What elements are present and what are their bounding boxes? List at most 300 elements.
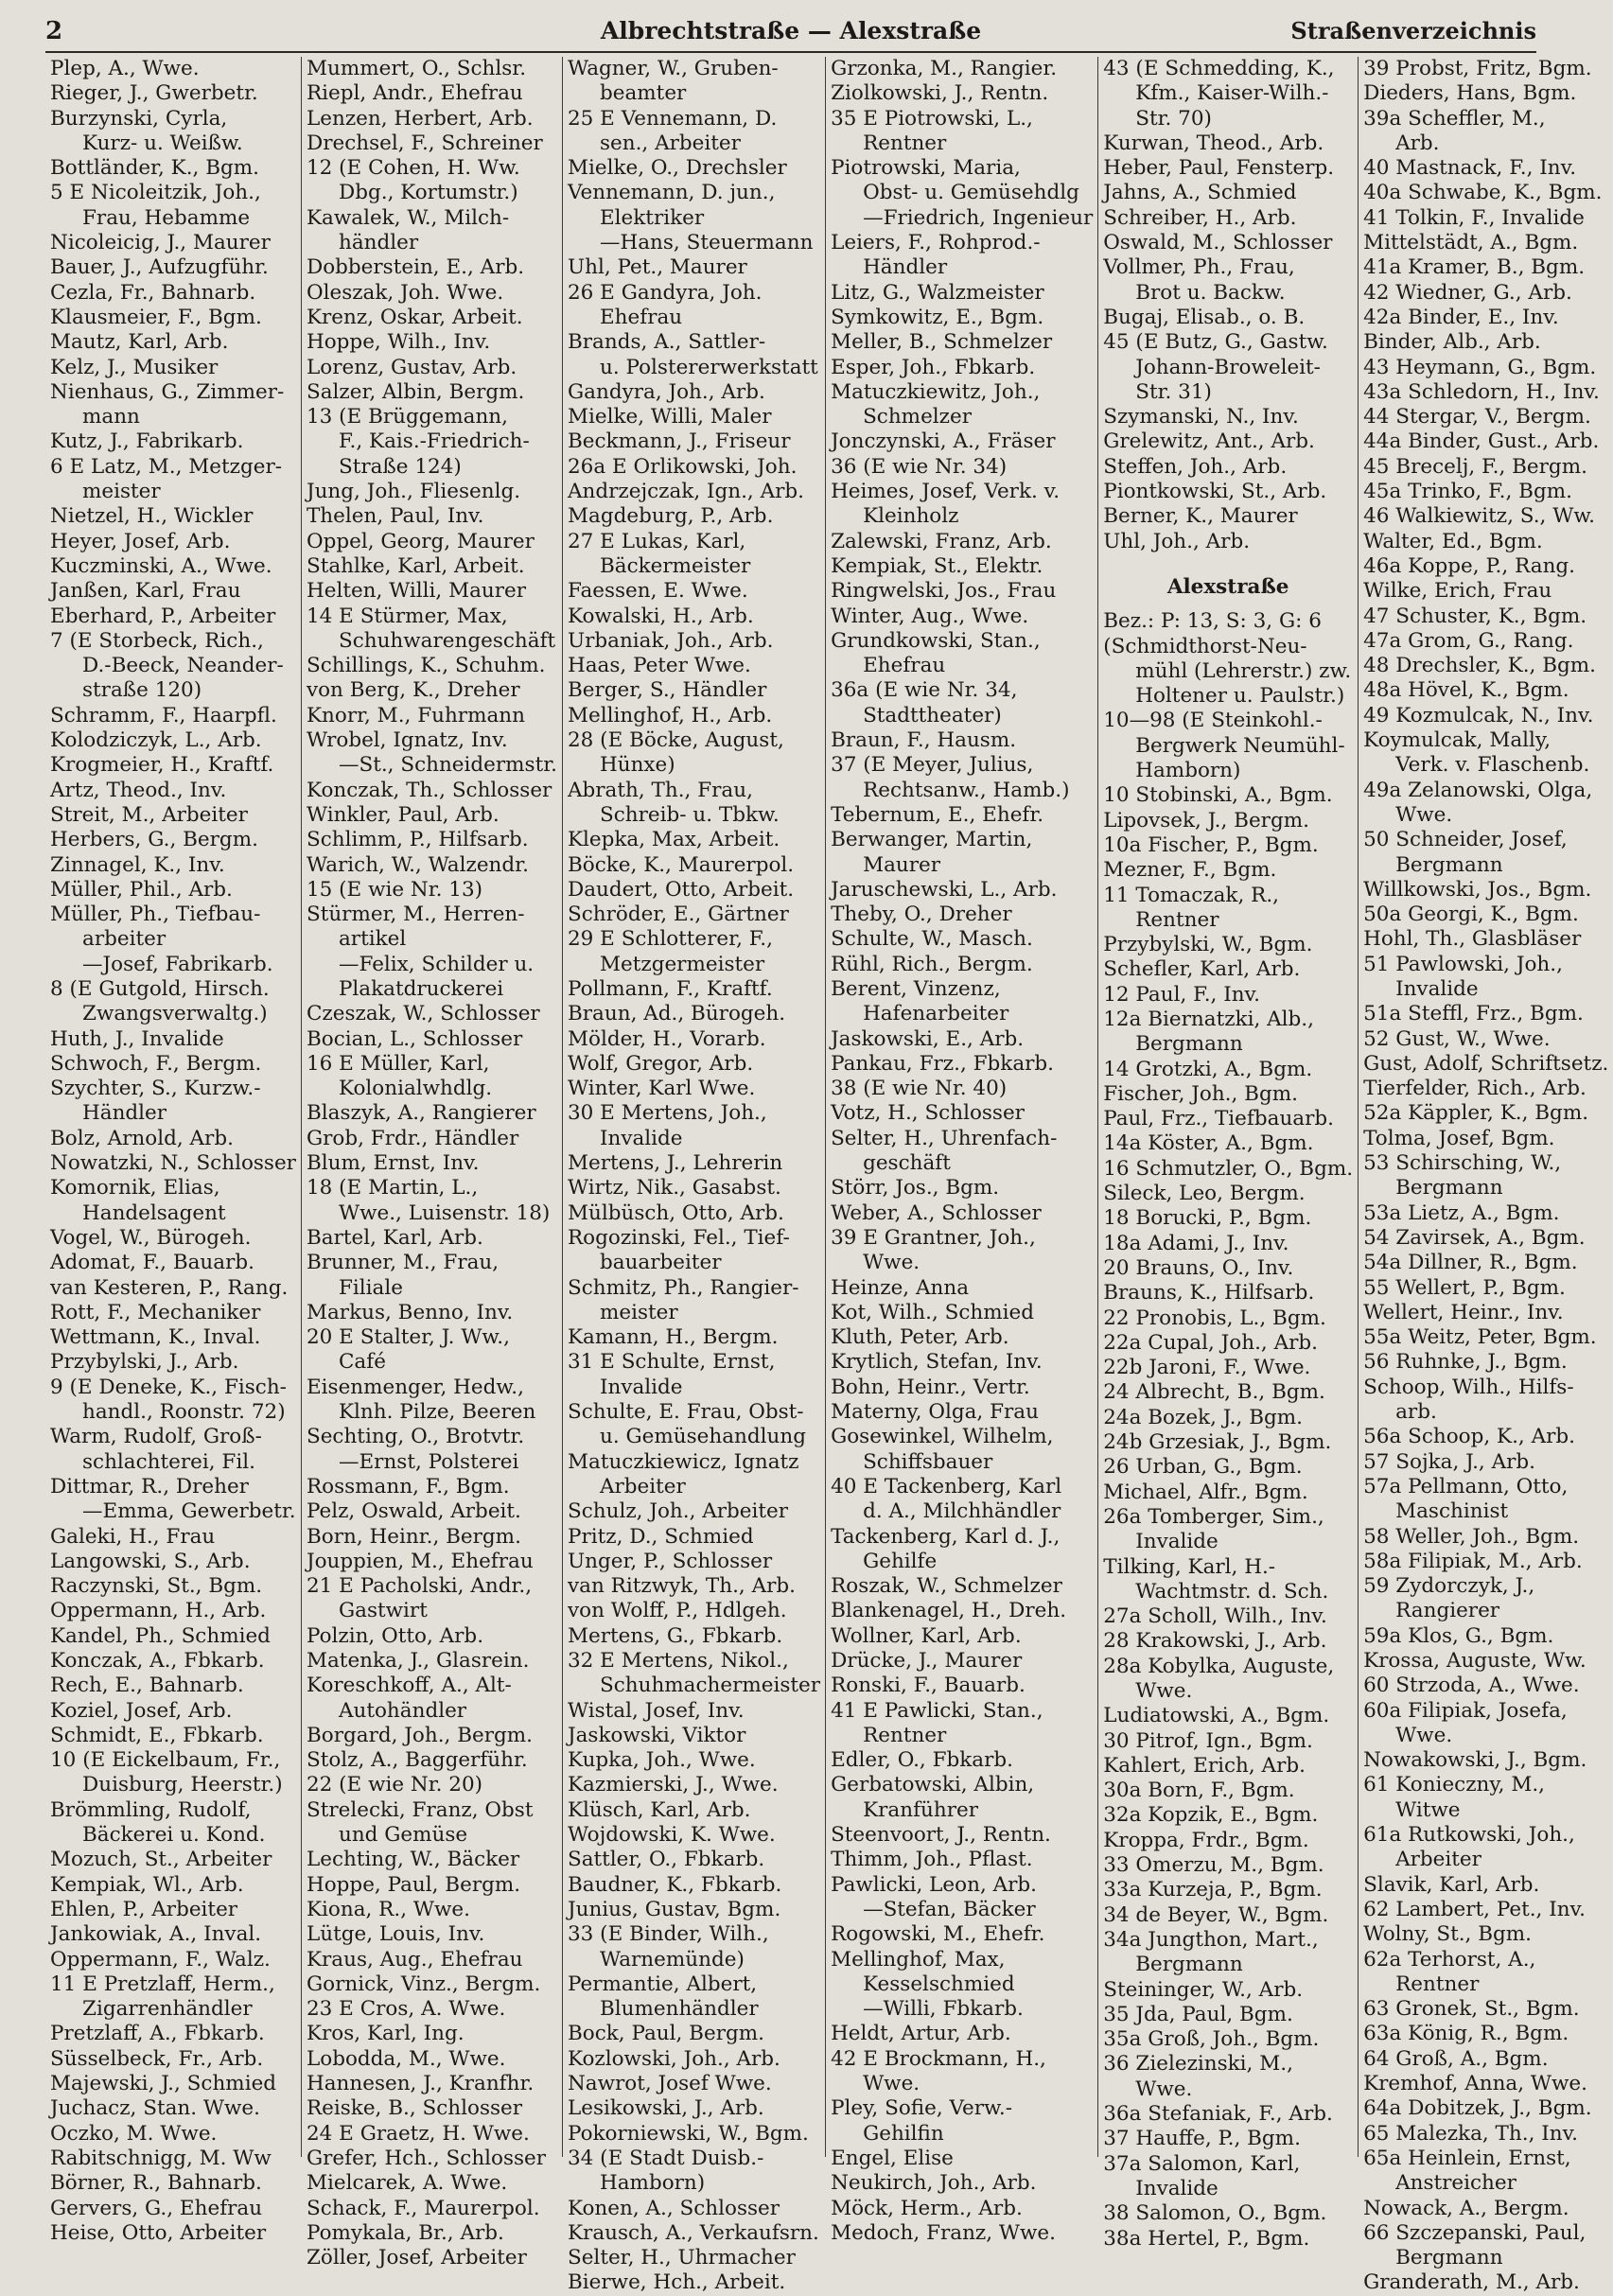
- directory-entry: 14a Köster, A., Bgm.: [1103, 1131, 1314, 1156]
- directory-entry: Mielke, O., Drechsler: [567, 156, 787, 181]
- directory-entry: 22a Cupal, Joh., Arb.: [1103, 1330, 1318, 1355]
- directory-entry: Binder, Alb., Arb.: [1363, 330, 1541, 355]
- directory-entry: Elektriker: [599, 205, 705, 230]
- directory-entry: Meller, B., Schmelzer: [831, 330, 1053, 355]
- directory-entry: —Ernst, Polsterei: [338, 1449, 519, 1474]
- directory-entry: Süsselbeck, Fr., Arb.: [50, 2046, 264, 2071]
- directory-entry: Str. 31): [1135, 379, 1212, 404]
- directory-entry: Straße 124): [338, 454, 462, 479]
- directory-entry: Bergmann: [1395, 852, 1503, 877]
- directory-entry: Lütge, Louis, Inv.: [306, 1922, 485, 1947]
- directory-entry: Rechtsanw., Hamb.): [863, 778, 1070, 802]
- directory-entry: Ronski, F., Bauarb.: [831, 1674, 1026, 1698]
- directory-entry: Rossmann, F., Bgm.: [306, 1474, 510, 1499]
- directory-entry: Rentner: [863, 131, 947, 155]
- directory-entry: Gervers, G., Ehefrau: [50, 2196, 263, 2220]
- directory-entry: Baudner, K., Fbkarb.: [567, 1872, 782, 1897]
- page-title: Albrechtstraße — Alexstraße: [600, 17, 982, 44]
- directory-entry: 40a Schwabe, K., Bgm.: [1363, 181, 1603, 205]
- directory-entry: Oswald, M., Schlosser: [1103, 231, 1333, 255]
- directory-entry: Czeszak, W., Schlosser: [306, 1002, 540, 1026]
- directory-entry: Ehlen, P., Arbeiter: [50, 1897, 238, 1921]
- directory-entry: Koreschkoff, A., Alt-: [306, 1674, 512, 1698]
- directory-entry: Selter, H., Uhrenfach-: [831, 1126, 1058, 1150]
- directory-entry: Daudert, Otto, Arbeit.: [567, 877, 795, 902]
- directory-entry: Votz, H., Schlosser: [831, 1101, 1025, 1126]
- directory-entry: Dieders, Hans, Bgm.: [1363, 81, 1577, 106]
- directory-entry: 49a Zelanowski, Olga,: [1363, 778, 1593, 802]
- directory-entry: Wwe.: [1395, 802, 1453, 827]
- directory-entry: Stolz, A., Baggerführ.: [306, 1748, 528, 1773]
- directory-entry: Wrobel, Ignatz, Inv.: [306, 728, 508, 753]
- directory-entry: Rabitschnigg, M. Ww: [50, 2146, 272, 2170]
- directory-entry: 41a Kramer, B., Bgm.: [1363, 255, 1586, 280]
- directory-entry: 31 E Schulte, Ernst,: [567, 1350, 776, 1375]
- directory-entry: Komornik, Elias,: [50, 1176, 220, 1201]
- directory-entry: Heyer, Josef, Arb.: [50, 529, 231, 553]
- directory-entry: Przybylski, J., Arb.: [50, 1350, 239, 1375]
- directory-entry: Grob, Frdr., Händler: [306, 1126, 519, 1150]
- directory-entry: 47a Grom, G., Rang.: [1363, 628, 1574, 653]
- directory-entry: 10 (E Eickelbaum, Fr.,: [50, 1748, 281, 1773]
- directory-entry: Kros, Karl, Ing.: [306, 2022, 465, 2046]
- directory-entry: Brömmling, Rudolf,: [50, 1797, 252, 1822]
- directory-entry: geschäft: [863, 1151, 951, 1176]
- directory-entry: Artz, Theod., Inv.: [50, 778, 227, 802]
- directory-entry: Pollmann, F., Kraftf.: [567, 976, 773, 1001]
- directory-entry: sen., Arbeiter: [599, 131, 741, 155]
- directory-entry: —Stefan, Bäcker: [863, 1897, 1036, 1921]
- directory-entry: Piotrowski, Maria,: [831, 156, 1021, 181]
- directory-entry: artikel: [338, 927, 407, 952]
- directory-entry: 66 Szczepanski, Paul,: [1363, 2220, 1587, 2245]
- directory-entry: Kluth, Peter, Arb.: [831, 1325, 1009, 1350]
- directory-entry: Mautz, Karl, Arb.: [50, 330, 229, 355]
- directory-entry: —St., Schneidermstr.: [338, 753, 557, 778]
- directory-entry: Schefler, Karl, Arb.: [1103, 957, 1301, 982]
- directory-entry: Lorenz, Gustav, Arb.: [306, 355, 517, 379]
- directory-entry: meister: [599, 1300, 678, 1324]
- directory-entry: 45 (E Butz, G., Gastw.: [1103, 330, 1328, 355]
- directory-entry: 62 Lambert, Pet., Inv.: [1363, 1897, 1586, 1921]
- directory-entry: Berent, Vinzenz,: [831, 976, 1001, 1001]
- directory-entry: Born, Heinr., Bergm.: [306, 1524, 521, 1549]
- directory-entry: van Ritzwyk, Th., Arb.: [567, 1574, 796, 1599]
- directory-entry: Wojdowski, K. Wwe.: [567, 1823, 776, 1848]
- directory-entry: meister: [82, 480, 161, 504]
- directory-entry: Heise, Otto, Arbeiter: [50, 2220, 267, 2245]
- directory-entry: Winter, Karl Wwe.: [567, 1077, 756, 1101]
- directory-entry: 15 (E wie Nr. 13): [306, 877, 483, 902]
- directory-entry: Jaskowski, E., Arb.: [831, 1026, 1025, 1051]
- directory-entry: Müller, Phil., Arb.: [50, 877, 233, 902]
- directory-entry: 64 Groß, A., Bgm.: [1363, 2046, 1549, 2071]
- directory-entry: 39 Probst, Fritz, Bgm.: [1363, 57, 1592, 80]
- directory-entry: 41 Tolkin, F., Invalide: [1363, 205, 1585, 230]
- directory-entry: 30 Pitrof, Ign., Bgm.: [1103, 1728, 1313, 1753]
- directory-entry: Hamborn): [599, 2171, 706, 2196]
- directory-entry: 55 Wellert, P., Bgm.: [1363, 1275, 1566, 1300]
- directory-entry: Wagner, W., Gruben-: [567, 57, 779, 80]
- directory-entry: Mölder, H., Vorarb.: [567, 1026, 766, 1051]
- directory-entry: Wwe.: [1135, 1679, 1193, 1703]
- directory-entry: Thelen, Paul, Inv.: [306, 504, 484, 529]
- directory-entry: Wwe.: [1395, 1723, 1453, 1747]
- directory-entry: Schreiber, H., Arb.: [1103, 205, 1297, 230]
- directory-entry: Hoppe, Wilh., Inv.: [306, 330, 491, 355]
- directory-entry: Grzonka, M., Rangier.: [831, 57, 1058, 80]
- directory-entry: 44 Stergar, V., Bergm.: [1363, 405, 1591, 429]
- directory-entry: straße 120): [82, 678, 202, 703]
- directory-entry: 32a Kopzik, E., Bgm.: [1103, 1803, 1319, 1828]
- directory-entry: Kolodziczyk, L., Arb.: [50, 728, 262, 753]
- directory-entry: Störr, Jos., Bgm.: [831, 1176, 1000, 1201]
- directory-entry: 38a Hertel, P., Bgm.: [1103, 2226, 1310, 2251]
- directory-entry: Blankenagel, H., Dreh.: [831, 1599, 1067, 1623]
- directory-entry: Hoppe, Paul, Bergm.: [306, 1872, 521, 1897]
- directory-entry: Medoch, Franz, Wwe.: [831, 2220, 1056, 2245]
- directory-entry: Ziolkowski, J., Rentn.: [831, 81, 1049, 106]
- directory-entry: Eisenmenger, Hedw.,: [306, 1375, 524, 1399]
- directory-entry: Piontkowski, St., Arb.: [1103, 480, 1327, 504]
- directory-entry: 8 (E Gutgold, Hirsch.: [50, 976, 270, 1001]
- directory-entry: 34a Jungthon, Mart.,: [1103, 1927, 1319, 1952]
- directory-entry: Mezner, F., Bgm.: [1103, 858, 1277, 883]
- directory-entry: Streit, M., Arbeiter: [50, 802, 248, 827]
- directory-entry: 35a Groß, Joh., Bgm.: [1103, 2027, 1320, 2052]
- directory-entry: Schlimm, P., Hilfsarb.: [306, 828, 529, 852]
- directory-entry: 41 E Pawlicki, Stan.,: [831, 1698, 1043, 1723]
- directory-entry: mann: [82, 405, 140, 429]
- directory-entry: 38 Salomon, O., Bgm.: [1103, 2201, 1327, 2226]
- directory-entry: Roszak, W., Schmelzer: [831, 1574, 1062, 1599]
- directory-entry: Holtener u. Paulstr.): [1135, 684, 1345, 709]
- directory-entry: Rentner: [863, 1723, 947, 1747]
- directory-entry: Pley, Sofie, Verw.-: [831, 2096, 1012, 2121]
- directory-entry: Kremhof, Anna, Wwe.: [1363, 2072, 1587, 2096]
- directory-entry: 24 Albrecht, B., Bgm.: [1103, 1380, 1325, 1405]
- directory-entry: Vollmer, Ph., Frau,: [1103, 255, 1295, 280]
- directory-entry: Steininger, W., Arb.: [1103, 1977, 1304, 2002]
- directory-entry: 22b Jaroni, F., Wwe.: [1103, 1356, 1311, 1380]
- directory-entry: Nienhaus, G., Zimmer-: [50, 379, 285, 404]
- directory-entry: 24a Bozek, J., Bgm.: [1103, 1405, 1303, 1429]
- directory-entry: Sattler, O., Fbkarb.: [567, 1848, 765, 1872]
- directory-entry: Bergmann: [1395, 1176, 1503, 1201]
- directory-entry: Schillings, K., Schuhm.: [306, 654, 546, 678]
- directory-entry: Ringwelski, Jos., Frau: [831, 579, 1057, 604]
- directory-entry: 12a Biernatzki, Alb.,: [1103, 1007, 1314, 1031]
- directory-entry: Kot, Wilh., Schmied: [831, 1300, 1034, 1324]
- directory-entry: —Josef, Fabrikarb.: [82, 952, 273, 976]
- directory-entry: 20 E Stalter, J. Ww.,: [306, 1325, 510, 1350]
- directory-entry: 18a Adami, J., Inv.: [1103, 1231, 1289, 1255]
- directory-entry: händler: [338, 231, 419, 255]
- directory-entry: Bocian, L., Schlosser: [306, 1026, 523, 1051]
- directory-entry: 6 E Latz, M., Metzger-: [50, 454, 283, 479]
- directory-entry: Lechting, W., Bäcker: [306, 1848, 520, 1872]
- directory-entry: Zinnagel, K., Inv.: [50, 852, 225, 877]
- directory-entry: Arbeiter: [599, 1474, 686, 1499]
- directory-entry: Braun, F., Hausm.: [831, 728, 1017, 753]
- directory-entry: Bottländer, K., Bgm.: [50, 156, 259, 181]
- directory-entry: Schwoch, F., Bergm.: [50, 1051, 262, 1076]
- directory-entry: 63a König, R., Bgm.: [1363, 2022, 1569, 2046]
- directory-entry: Nicoleicig, J., Maurer: [50, 231, 271, 255]
- directory-entry: 33 (E Binder, Wilh.,: [567, 1922, 769, 1947]
- directory-entry: Heldt, Artur, Arb.: [831, 2022, 1011, 2046]
- directory-entry: 43 Heymann, G., Bgm.: [1363, 355, 1597, 379]
- directory-entry: Rogowski, M., Ehefr.: [831, 1922, 1045, 1947]
- directory-entry: Michael, Alfr., Bgm.: [1103, 1480, 1308, 1504]
- directory-entry: Borgard, Joh., Bergm.: [306, 1723, 533, 1747]
- directory-entry: Nowakowski, J., Bgm.: [1363, 1748, 1587, 1773]
- directory-entry: Ludiatowski, A., Bgm.: [1103, 1704, 1330, 1728]
- directory-entry: 33a Kurzeja, P., Bgm.: [1103, 1878, 1323, 1902]
- directory-entry: Slavik, Karl, Arb.: [1363, 1872, 1540, 1897]
- directory-entry: 64a Dobitzek, J., Bgm.: [1363, 2096, 1592, 2121]
- directory-entry: Pawlicki, Leon, Arb.: [831, 1872, 1038, 1897]
- directory-entry: —Felix, Schilder u.: [338, 952, 535, 976]
- directory-entry: Hafenarbeiter: [863, 1002, 1009, 1026]
- column-1: [45, 57, 302, 2245]
- directory-entry: Gerbatowski, Albin,: [831, 1773, 1035, 1797]
- directory-entry: Oleszak, Joh. Wwe.: [306, 280, 504, 305]
- directory-entry: Kempiak, Wl., Arb.: [50, 1872, 244, 1897]
- directory-entry: 12 (E Cohen, H. Ww.: [306, 156, 520, 181]
- directory-entry: Neukirch, Joh., Arb.: [831, 2171, 1037, 2196]
- directory-entry: Grelewitz, Ant., Arb.: [1103, 429, 1315, 454]
- directory-entry: Plakatdruckerei: [338, 976, 504, 1001]
- directory-entry: Händler: [82, 1101, 167, 1126]
- directory-entry: u. Gemüsehandlung: [599, 1425, 806, 1449]
- directory-entry: Invalide: [599, 1126, 683, 1150]
- directory-entry: Willkowski, Jos., Bgm.: [1363, 877, 1592, 902]
- directory-entry: Theby, O., Dreher: [831, 903, 1012, 927]
- directory-entry: Lipovsek, J., Bergm.: [1103, 808, 1309, 833]
- directory-entry: F., Kais.-Friedrich-: [338, 429, 530, 454]
- directory-entry: Schiffsbauer: [863, 1449, 993, 1474]
- directory-entry: Polzin, Otto, Arb.: [306, 1623, 484, 1648]
- directory-entry: Stürmer, M., Herren-: [306, 903, 525, 927]
- directory-entry: 30 E Mertens, Joh.,: [567, 1101, 767, 1126]
- directory-entry: 37 Hauffe, P., Bgm.: [1103, 2127, 1301, 2151]
- directory-entry: 56 Ruhnke, J., Bgm.: [1363, 1350, 1568, 1375]
- directory-entry: Gust, Adolf, Schriftsetz.: [1363, 1051, 1609, 1076]
- directory-entry: Zalewski, Franz, Arb.: [831, 529, 1052, 553]
- directory-entry: Klausmeier, F., Bgm.: [50, 305, 262, 329]
- directory-entry: Sechting, O., Brotvtr.: [306, 1425, 525, 1449]
- directory-entry: Pelz, Oswald, Arbeit.: [306, 1499, 521, 1524]
- directory-entry: Schramm, F., Haarpfl.: [50, 703, 277, 727]
- directory-entry: Bolz, Arnold, Arb.: [50, 1126, 234, 1150]
- directory-entry: Bäckerei u. Kond.: [82, 1823, 266, 1848]
- directory-entry: 60 Strzoda, A., Wwe.: [1363, 1674, 1580, 1698]
- directory-entry: Schmidt, E., Fbkarb.: [50, 1723, 264, 1747]
- directory-entry: Adomat, F., Bauarb.: [50, 1251, 254, 1275]
- directory-entry: Schoop, Wilh., Hilfs-: [1363, 1375, 1574, 1399]
- directory-entry: 29 E Schlotterer, F.,: [567, 927, 773, 952]
- directory-entry: Esper, Joh., Fbkarb.: [831, 355, 1036, 379]
- directory-entry: Pomykala, Br., Arb.: [306, 2220, 504, 2245]
- directory-entry: Maschinist: [1395, 1499, 1509, 1524]
- directory-entry: 11 Tomaczak, R.,: [1103, 883, 1279, 907]
- directory-entry: Tolma, Josef, Bgm.: [1363, 1126, 1555, 1150]
- directory-entry: van Kesteren, P., Rang.: [50, 1275, 289, 1300]
- directory-entry: 53a Lietz, A., Bgm.: [1363, 1201, 1560, 1225]
- directory-entry: Jung, Joh., Fliesenlg.: [306, 480, 521, 504]
- directory-entry: Klnh. Pilze, Beeren: [338, 1400, 536, 1425]
- directory-entry: 39a Scheffler, M.,: [1363, 106, 1546, 131]
- directory-entry: Beckmann, J., Friseur: [567, 429, 791, 454]
- directory-entry: Hohl, Th., Glasbläser: [1363, 927, 1582, 952]
- directory-entry: Müller, Ph., Tiefbau-: [50, 903, 261, 927]
- directory-entry: Invalide: [599, 1375, 683, 1399]
- column-5: [1098, 57, 1359, 2251]
- directory-entry: Magdeburg, P., Arb.: [567, 504, 774, 529]
- directory-entry: Kranführer: [863, 1797, 978, 1822]
- directory-entry: Walter, Ed., Bgm.: [1363, 529, 1543, 553]
- directory-entry: Nowack, A., Bergm.: [1363, 2196, 1569, 2220]
- directory-entry: 46 Walkiewitz, S., Ww.: [1363, 504, 1596, 529]
- directory-entry: Jankowiak, A., Inval.: [50, 1922, 262, 1947]
- directory-entry: Stadttheater): [863, 703, 1002, 727]
- directory-entry: Berner, K., Maurer: [1103, 504, 1298, 529]
- directory-entry: Unger, P., Schlosser: [567, 1549, 773, 1573]
- directory-entry: Brands, A., Sattler-: [567, 330, 766, 355]
- directory-entry: Wwe.: [1135, 2077, 1193, 2101]
- directory-entry: Gehilfin: [863, 2121, 944, 2146]
- directory-entry: Pokorniewski, W., Bgm.: [567, 2121, 809, 2146]
- directory-entry: Mozuch, St., Arbeiter: [50, 1848, 272, 1872]
- directory-entry: 30a Born, F., Bgm.: [1103, 1779, 1295, 1803]
- directory-entry: Warm, Rudolf, Groß-: [50, 1425, 262, 1449]
- directory-entry: Oppermann, H., Arb.: [50, 1599, 267, 1623]
- directory-entry: Tierfelder, Rich., Arb.: [1363, 1077, 1587, 1101]
- directory-entry: Kazmierski, J., Wwe.: [567, 1773, 779, 1797]
- directory-entry: Gosewinkel, Wilhelm,: [831, 1425, 1054, 1449]
- directory-entry: Wettmann, K., Inval.: [50, 1325, 261, 1350]
- directory-entry: Permantie, Albert,: [567, 1972, 758, 1996]
- directory-entry: Galeki, H., Frau: [50, 1524, 216, 1549]
- directory-entry: Blumenhändler: [599, 1997, 759, 2022]
- directory-entry: Kurwan, Theod., Arb.: [1103, 131, 1324, 155]
- directory-entry: Heber, Paul, Fensterp.: [1103, 156, 1335, 181]
- directory-entry: Kupka, Joh., Wwe.: [567, 1748, 756, 1773]
- directory-entry: Pretzlaff, A., Fbkarb.: [50, 2022, 265, 2046]
- directory-entry: Böcke, K., Maurerpol.: [567, 852, 795, 877]
- directory-entry: Nietzel, H., Wickler: [50, 504, 254, 529]
- directory-entry: 37 (E Meyer, Julius,: [831, 753, 1034, 778]
- directory-entry: Pankau, Frz., Fbkarb.: [831, 1051, 1055, 1076]
- directory-entry: Metzgermeister: [599, 952, 765, 976]
- directory-entry: Bergwerk Neumühl-: [1135, 733, 1345, 758]
- directory-entry: 26 Urban, G., Bgm.: [1103, 1455, 1303, 1480]
- directory-entry: 36 (E wie Nr. 34): [831, 454, 1008, 479]
- directory-entry: Mülbüsch, Otto, Arb.: [567, 1201, 784, 1225]
- directory-entry: Börner, R., Bahnarb.: [50, 2171, 262, 2196]
- directory-entry: Konen, A., Schlosser: [567, 2196, 780, 2220]
- directory-entry: Gornick, Vinz., Bergm.: [306, 1972, 541, 1996]
- directory-entry: Langowski, S., Arb.: [50, 1549, 251, 1573]
- directory-entry: Duisburg, Heerstr.): [82, 1773, 283, 1797]
- directory-entry: d. A., Milchhändler: [863, 1499, 1061, 1524]
- directory-entry: Kelz, J., Musiker: [50, 355, 219, 379]
- directory-entry: 65 Malezka, Th., Inv.: [1363, 2121, 1579, 2146]
- directory-entry: Schuhmachermeister: [599, 1674, 821, 1698]
- directory-entry: Jaskowski, Viktor: [567, 1723, 746, 1747]
- directory-entry: 26a E Orlikowski, Joh.: [567, 454, 798, 479]
- directory-entry: 36 Zielezinski, M.,: [1103, 2052, 1293, 2077]
- directory-entry: Matenka, J., Glasrein.: [306, 1649, 530, 1673]
- directory-entry: Heinze, Anna: [831, 1275, 970, 1300]
- directory-entry: Brot u. Backw.: [1135, 280, 1286, 305]
- directory-entry: 50 Schneider, Josef,: [1363, 828, 1568, 852]
- directory-entry: Weber, A., Schlosser: [831, 1201, 1042, 1225]
- directory-entry: Materny, Olga, Frau: [831, 1400, 1039, 1425]
- directory-entry: 10a Fischer, P., Bgm.: [1103, 833, 1319, 857]
- directory-entry: 9 (E Deneke, K., Fisch-: [50, 1375, 287, 1399]
- directory-entry: 11 E Pretzlaff, Herm.,: [50, 1972, 275, 1996]
- directory-entry: Brauns, K., Hilfsarb.: [1103, 1281, 1315, 1306]
- directory-entry: 16 Schmutzler, O., Bgm.: [1103, 1156, 1354, 1181]
- directory-entry: Burzynski, Cyrla,: [50, 106, 228, 131]
- directory-entry: Kroppa, Frdr., Bgm.: [1103, 1828, 1309, 1852]
- directory-entry: Przybylski, W., Bgm.: [1103, 933, 1313, 957]
- directory-entry: 36a (E wie Nr. 34,: [831, 678, 1018, 703]
- directory-entry: Gehilfe: [863, 1549, 938, 1573]
- directory-entry: Händler: [863, 255, 948, 280]
- directory-entry: Oppermann, F., Walz.: [50, 1947, 271, 1972]
- directory-entry: Blum, Ernst, Inv.: [306, 1151, 480, 1176]
- directory-entry: Wachtmstr. d. Sch.: [1135, 1579, 1329, 1604]
- directory-entry: Koymulcak, Mally,: [1363, 728, 1552, 753]
- directory-entry: Winkler, Paul, Arb.: [306, 802, 500, 827]
- directory-entry: Blaszyk, A., Rangierer: [306, 1101, 536, 1126]
- directory-entry: 59 Zydorczyk, J.,: [1363, 1574, 1535, 1599]
- directory-entry: Bauer, J., Aufzugführ.: [50, 255, 269, 280]
- directory-entry: arbeiter: [82, 927, 167, 952]
- directory-entry: Bergmann: [1135, 1032, 1243, 1057]
- directory-entry: Bugaj, Elisab., o. B.: [1103, 305, 1306, 329]
- directory-entry: Edler, O., Fbkarb.: [831, 1748, 1013, 1773]
- directory-entry: 51a Steffl, Frz., Bgm.: [1363, 1002, 1584, 1026]
- directory-entry: Lobodda, M., Wwe.: [306, 2046, 506, 2071]
- directory-entry: Zwangsverwaltg.): [82, 1002, 268, 1026]
- directory-entry: 58 Weller, Joh., Bgm.: [1363, 1524, 1580, 1549]
- directory-entry: Wollner, Karl, Arb.: [831, 1623, 1022, 1648]
- directory-entry: Klüsch, Karl, Arb.: [567, 1797, 751, 1822]
- directory-entry: Zigarrenhändler: [82, 1997, 253, 2022]
- directory-entry: Gandyra, Joh., Arb.: [567, 379, 765, 404]
- directory-entry: 28a Kobylka, Auguste,: [1103, 1654, 1335, 1678]
- directory-entry: 28 (E Böcke, August,: [567, 728, 784, 753]
- directory-entry: Bierwe, Hch., Arbeit.: [567, 2270, 786, 2295]
- directory-entry: Schreib- u. Tbkw.: [599, 802, 780, 827]
- directory-entry: von Berg, K., Dreher: [306, 678, 520, 703]
- directory-entry: Anstreicher: [1395, 2171, 1517, 2196]
- directory-entry: Wolny, St., Bgm.: [1363, 1922, 1533, 1947]
- directory-entry: 32 E Mertens, Nikol.,: [567, 1649, 789, 1673]
- directory-entry: 26 E Gandyra, Joh.: [567, 280, 763, 305]
- directory-entry: 49 Kozmulcak, N., Inv.: [1363, 703, 1594, 727]
- directory-entry: Mielke, Willi, Maler: [567, 405, 772, 429]
- directory-entry: Uhl, Pet., Maurer: [567, 255, 747, 280]
- directory-entry: Verk. v. Flaschenb.: [1395, 753, 1590, 778]
- directory-entry: 44a Binder, Gust., Arb.: [1363, 429, 1600, 454]
- directory-entry: 22 (E wie Nr. 20): [306, 1773, 483, 1797]
- directory-entry: 52 Gust, W., Wwe.: [1363, 1026, 1551, 1051]
